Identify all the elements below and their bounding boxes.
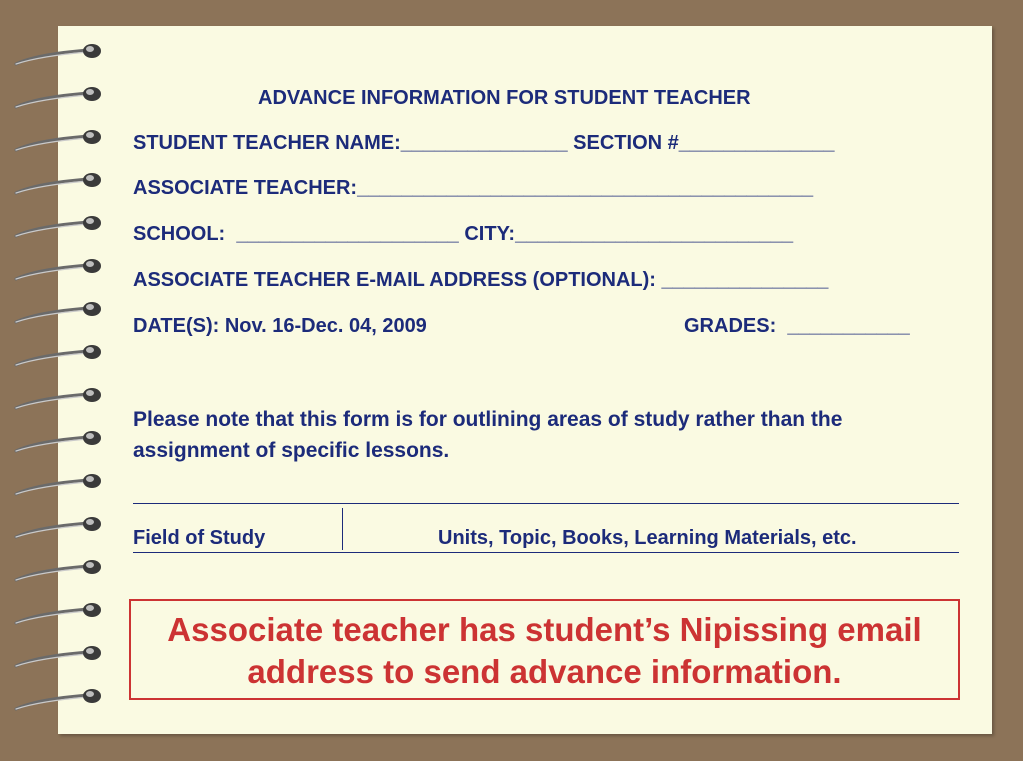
student-teacher-name-line: STUDENT TEACHER NAME:_______________ SECTION #______________	[133, 132, 835, 154]
spiral-ring-icon	[12, 511, 107, 543]
spiral-ring-icon	[12, 296, 107, 328]
callout-box: Associate teacher has student’s Nipissing email address to send advance information.	[129, 599, 960, 700]
spiral-ring-icon	[12, 167, 107, 199]
spiral-ring-icon	[12, 382, 107, 414]
email-line: ASSOCIATE TEACHER E-MAIL ADDRESS (OPTIONAL): _______________	[133, 269, 829, 291]
spiral-ring-icon	[12, 597, 107, 629]
spiral-ring-icon	[12, 554, 107, 586]
spiral-ring-icon	[12, 640, 107, 672]
grades-line: GRADES: ___________	[684, 315, 910, 337]
spiral-ring-icon	[12, 38, 107, 70]
spiral-ring-icon	[12, 253, 107, 285]
form-note: Please note that this form is for outlining areas of study rather than the assignment of specific lessons.	[133, 408, 843, 462]
spiral-ring-icon	[12, 124, 107, 156]
form-title: ADVANCE INFORMATION FOR STUDENT TEACHER	[258, 87, 751, 109]
associate-teacher-line: ASSOCIATE TEACHER:_________________________________________	[133, 177, 814, 199]
school-city-line: SCHOOL: ____________________ CITY:_________________________	[133, 223, 794, 245]
column-separator	[342, 508, 343, 550]
divider-line	[133, 503, 959, 504]
spiral-ring-icon	[12, 425, 107, 457]
spiral-ring-icon	[12, 81, 107, 113]
field-of-study-header: Field of Study	[133, 527, 266, 549]
spiral-ring-icon	[12, 210, 107, 242]
units-topic-header: Units, Topic, Books, Learning Materials, etc.	[438, 527, 857, 549]
spiral-binding	[0, 0, 110, 761]
dates-line: DATE(S): Nov. 16-Dec. 04, 2009	[133, 315, 427, 337]
spiral-ring-icon	[12, 683, 107, 715]
table-header-row	[133, 526, 959, 553]
spiral-ring-icon	[12, 468, 107, 500]
spiral-ring-icon	[12, 339, 107, 371]
